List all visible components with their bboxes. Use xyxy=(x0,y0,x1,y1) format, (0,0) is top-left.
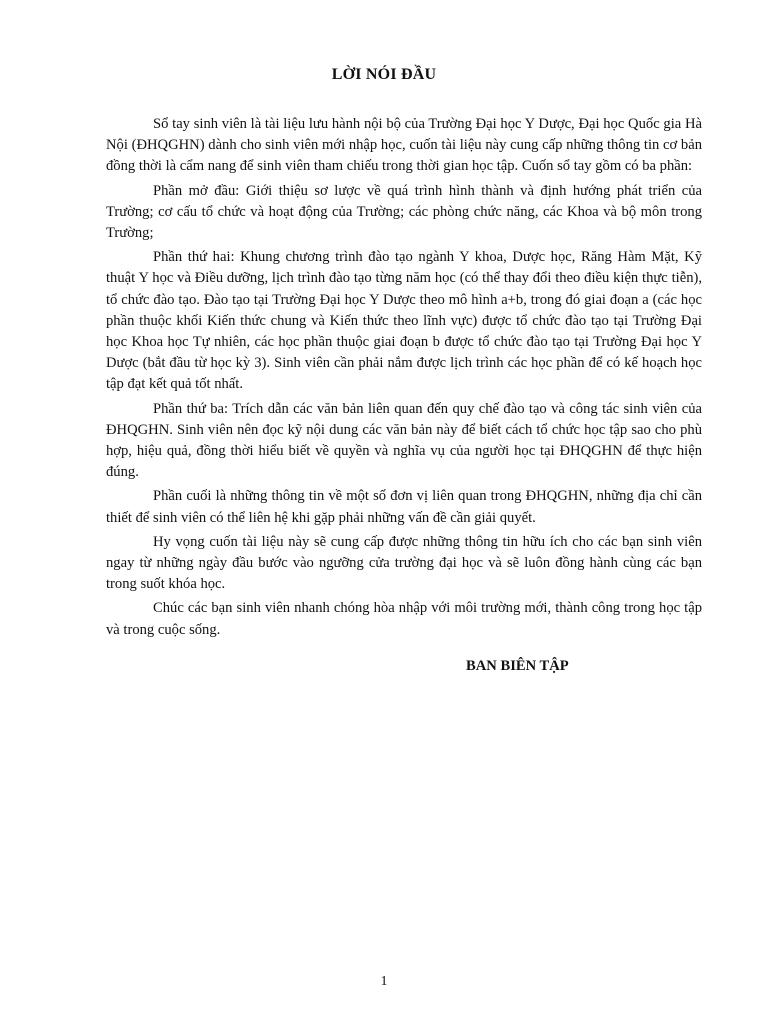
paragraph-part-two: Phần thứ hai: Khung chương trình đào tạo ngành Y khoa, Dược học, Răng Hàm Mặt, Kỹ thuật Y học và Điều dưỡng, lịch trình đào tạo từng năm học (có thể thay đổi theo điều kiện thực tiễn), tổ chức đào tạo. Đào tạo tại Trường Đại học Y Dược theo mô hình a+b, trong đó giai đoạn a (các học phần thuộc khối Kiến thức chung và Kiến thức theo lĩnh vực) được tổ chức đào tạo tại Trường Đại học Khoa học Tự nhiên, các học phần thuộc giai đoạn b được tổ chức đào tạo tại Trường Đại học Y Dược (bắt đầu từ học kỳ 3). Sinh viên cần phải nắm được lịch trình các học phần để có kế hoạch học tập đạt kết quả tốt nhất. xyxy=(106,249,702,393)
preface-body xyxy=(106,114,702,644)
paragraph-intro: Sổ tay sinh viên là tài liệu lưu hành nội bộ của Trường Đại học Y Dược, Đại học Quốc gia Hà Nội (ĐHQGHN) dành cho sinh viên mới nhập học, cuốn tài liệu này cung cấp những thông tin cơ bản đồng thời là cẩm nang để sinh viên tham chiếu trong thời gian học tập. Cuốn sổ tay gồm có ba phần: xyxy=(106,116,702,175)
paragraph-hope: Hy vọng cuốn tài liệu này sẽ cung cấp được những thông tin hữu ích cho các bạn sinh viên ngay từ những ngày đầu bước vào ngưỡng cửa trường đại học và sẽ luôn đồng hành cùng các bạn trong suốt khóa học. xyxy=(106,533,702,593)
paragraph-wishes: Chúc các bạn sinh viên nhanh chóng hòa nhập với môi trường mới, thành công trong học tập và trong cuộc sống. xyxy=(106,600,702,638)
page-title: LỜI NÓI ĐẦU xyxy=(331,66,437,83)
editorial-board-signature: BAN BIÊN TẬP xyxy=(466,658,569,674)
page-number: 1 xyxy=(380,974,388,989)
paragraph-part-three: Phần thứ ba: Trích dẫn các văn bản liên quan đến quy chế đào tạo và công tác sinh viên của ĐHQGHN. Sinh viên nên đọc kỹ nội dung các văn bản này để biết cách tổ chức học tập sao cho phù hợp, hiệu quả, đồng thời hiểu biết về quyền và nghĩa vụ của người học tại ĐHQGHN để thực hiện đúng. xyxy=(106,400,702,481)
paragraph-part-opening: Phần mở đầu: Giới thiệu sơ lược về quá trình hình thành và định hướng phát triển của Trường; cơ cấu tổ chức và hoạt động của Trường; các phòng chức năng, các Khoa và bộ môn trong Trường; xyxy=(106,182,702,242)
paragraph-final-part: Phần cuối là những thông tin về một số đơn vị liên quan trong ĐHQGHN, những địa chỉ cần thiết để sinh viên có thể liên hệ khi gặp phải những vấn đề cần giải quyết. xyxy=(106,488,702,526)
